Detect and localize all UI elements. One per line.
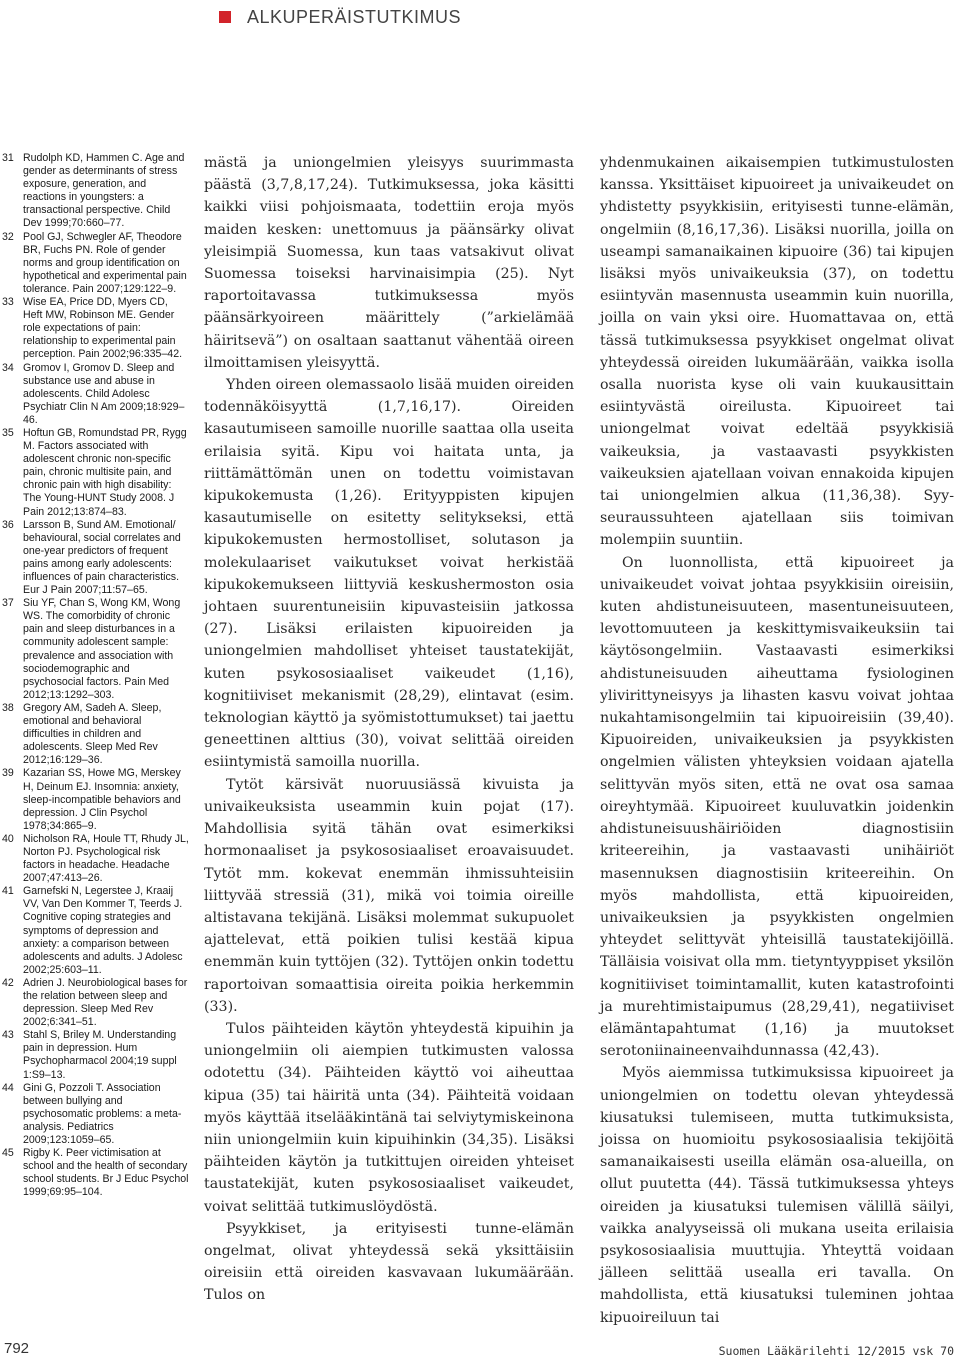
section-marker-icon — [219, 11, 231, 23]
reference-text: Wise EA, Price DD, Myers CD, Heft MW, Robinson ME. Gender role expectations of pain: relationship to experimental pain perception. Pain 2002;96:335–42. — [23, 296, 183, 361]
body-paragraph: Myös aiemmissa tutkimuksissa kipuoireet ja uniongelmien on todettu olevan yhteydessä kiusatuksi tulemiseen, mutta tutkimuksista, joissa on huomioitu psykososiaalisia tekijöitä samanaikaisesti useilla elämän osa-alueilla, on ollut puutetta (44). Tässä tutkimuksessa yhteys oireiden ja kiusatuksi tulemisen välillä säilyi, vaikka analyyseissä oli mukana useita erilaisia psykososiaalisia muuttujia. Yhteyttä voidaan jälleen selittää usealla eri tavalla. On mahdollista, että kiusatuksi tuleminen johtaa kipuoireiluun tai — [600, 1065, 954, 1326]
reference-number: 33 — [2, 296, 14, 309]
reference-item — [0, 833, 190, 885]
reference-text: Nicholson RA, Houle TT, Rhudy JL, Norton PJ. Psychological risk factors in headache. Headache 2007;47:413–26. — [23, 832, 189, 885]
reference-item — [0, 152, 190, 231]
journal-footer: Suomen Lääkärilehti 12/2015 vsk 70 — [718, 1344, 954, 1358]
reference-text: Larsson B, Sund AM. Emotional/ behavioural, social correlates and one-year predictors of frequent pains among early adolescents: influences of pain characteristics. Eur J Pain 2007;11:57–65. — [23, 518, 181, 597]
reference-number: 42 — [2, 976, 14, 989]
reference-item — [0, 885, 190, 977]
reference-number: 34 — [2, 361, 14, 374]
body-paragraph: On luonnollista, että kipuoireet ja univaikeudet voivat johtaa psyykkisiin oireisiin, kuten ahdistuneisuuteen, masentuneisuuteen, levottomuuteen ja keskittymisvaikeuksiin tai käytösongelmiin. Vastaavasti esimerkiksi ahdistuneisuuden aiheuttama fysiologinen ylivirittyneisyys ja lihasten kasvu voivat johtaa nukahtamisongelmiin tai kipuoireisiin (39,40). Kipuoireiden, univaikeuksien ja psyykkisten ongelmien välisten yhteyksien voidaan ajatella selittyvän myös siten, että ne ovat osa samaa oireyhtymää. Kipuoireet kuuluvatkin joidenkin ahdistuneisuushäiriöiden diagnostisiin kriteereihin, ja vastaavasti unihäiriöt masennuksen diagnostisiin kriteereihin. On myös mahdollista, että kipuoireiden, univaikeuksien ja psyykkisten ongelmien yhteydet selittyvät yhteisillä taustatekijöillä. Tälläisia voisivat olla mm. tietyntyyppiset yksilön kognitiiviset toimintamallit, kuten katastrofointi ja murehtimistaipumus (28,29,41), negatiiviset elämäntapahtumat (1,16) ja muutokset serotoniinaineenvaihdunnassa (42,43). — [600, 554, 954, 1060]
reference-list — [0, 152, 190, 1200]
reference-item — [0, 1029, 190, 1081]
body-column-middle — [204, 152, 574, 1307]
reference-text: Hoftun GB, Romundstad PR, Rygg M. Factors associated with adolescent chronic non-specific pain, chronic multisite pain, and chronic pain with high disability: The Young-HUNT Study 2008. J Pain 2012;13:874–83. — [23, 426, 187, 518]
reference-item — [0, 231, 190, 296]
reference-number: 43 — [2, 1029, 14, 1042]
reference-text: Rudolph KD, Hammen C. Age and gender as determinants of stress exposure, generation, and reactions in youngsters: a transactional perspective. Child Dev 1999;70:660–77. — [23, 152, 185, 230]
reference-item — [0, 296, 190, 361]
reference-item — [0, 702, 190, 767]
body-paragraph: Yhden oireen olemassaolo lisää muiden oireiden todennäköisyyttä (1,7,16,17). Oireiden kasautumiseen samoille nuorille saattaa olla useita erilaisia syitä. Kipu voi haitata unta, ja riittämättömän unen on todettu voimistavan kipukokemusta (1,26). Erityyppisten kipujen kasautumiselle on esitetty selitykseksi, että kipukokemusten hermostolliset, solutason ja molekulaariset vaikutukset voivat herkistää kipukokemukseen liittyviä keskushermoston osia johtaen suurentuneisiin kipuvasteisiin jatkossa (27). Lisäksi erilaisten kipuoireiden ja uniongelmien mahdolliset yhteiset taustatekijät, kuten psykososiaaliset vaikeudet (1,16), kognitiiviset mekanismit (28,29), elintavat (esim. teknologian käyttö ja syömistottumukset) tai jaettu geneettinen alttius (30), voivat selittää oireiden esiintymistä samoilla nuorilla. — [204, 377, 574, 771]
body-column-right — [600, 152, 954, 1329]
body-paragraph: mästä ja uniongelmien yleisyys suurimmasta päästä (3,7,8,17,24). Tutkimuksessa, joka käsitti kaikki viisi pohjoismaata, todettiin eroja myös maiden kesken: unettomuus ja päänsärky olivat yleisimpiä Suomessa, kun taas vatsakivut olivat Suomessa toiseksi harvinaisimpia (25). Nyt raportoitavassa tutkimuksessa myös päänsärkyoireen määrittely (”arkielämää häiritsevä”) on osaltaan saattanut vähentää oireen ilmoittamisen yleisyyttä. — [204, 155, 574, 371]
reference-item — [0, 519, 190, 598]
reference-number: 35 — [2, 426, 14, 439]
reference-text: Rigby K. Peer victimisation at school and the health of secondary school students. Br J Educ Psychol 1999;69:95–104. — [23, 1147, 189, 1199]
reference-text: Siu YF, Chan S, Wong KM, Wong WS. The comorbidity of chronic pain and sleep disturbances in a community adolescent sample: prevalence and association with sociodemographic and psychosocial factors. Pain Med 2012;13:1292–303. — [23, 597, 181, 701]
reference-number: 37 — [2, 597, 14, 610]
reference-item — [0, 1082, 190, 1147]
reference-text: Gregory AM, Sadeh A. Sleep, emotional and behavioral difficulties in children and adolescents. Sleep Med Rev 2012;16:129–36. — [23, 701, 162, 767]
reference-number: 40 — [2, 832, 14, 845]
reference-item — [0, 362, 190, 427]
reference-item — [0, 597, 190, 702]
reference-number: 38 — [2, 701, 14, 714]
reference-text: Pool GJ, Schwegler AF, Theodore BR, Fuchs PN. Role of gender norms and group identification on hypothetical and experimental pain tolerance. Pain 2007;129:122–9. — [23, 230, 187, 295]
body-paragraph: yhdenmukainen aikaisempien tutkimustulosten kanssa. Yksittäiset kipuoireet ja univaikeudet on yhdistetty psyykkisiin, erityisesti tunne-elämän, ongelmiin (8,16,17,36). Lisäksi nuorilla, joilla on useampi samanaikainen kipuoire (36) tai kipujen lisäksi myös univaikeuksia (37), on todettu esiintyvän masennusta useammin kuin nuorilla, joilla on vain yksi oire. Huomattavaa on, että tässä tutkimuksessa psyykkiset ongelmat olivat yhteydessä oireiden lukumäärään, vaikka isolla osalla nuorista kyse oli vain kuukausittain esiintyvästä oireilusta. Kipuoireet tai uniongelmat voivat edeltää psyykkisiä vaikeuksia, ja vastaavasti psyykkisten vaikeuksien ajatellaan voivan ennakoida kipujen tai uniongelmien alkua (11,36,38). Syy-seuraussuhteen ajatellaan siis toimivan molempiin suuntiin. — [600, 155, 954, 549]
reference-text: Kazarian SS, Howe MG, Merskey H, Deinum EJ. Insomnia: anxiety, sleep-incompatible behaviors and depression. J Clin Psychol 1978;34:865–9. — [23, 767, 181, 832]
page-number: 792 — [4, 1340, 30, 1357]
section-title: ALKUPERÄISTUTKIMUS — [247, 6, 462, 27]
reference-number: 41 — [2, 885, 14, 898]
reference-item — [0, 427, 190, 519]
section-header — [219, 4, 461, 30]
reference-text: Adrien J. Neurobiological bases for the relation between sleep and depression. Sleep Med Rev 2002;6:341–51. — [23, 976, 188, 1029]
reference-text: Gini G, Pozzoli T. Association between bullying and psychosomatic problems: a meta-analysis. Pediatrics 2009;123:1059–65. — [23, 1081, 182, 1147]
reference-number: 32 — [2, 230, 14, 243]
reference-item — [0, 977, 190, 1029]
reference-item — [0, 1147, 190, 1199]
body-paragraph: Tytöt kärsivät nuoruusiässä kivuista ja univaikeuksista useammin kuin pojat (17). Mahdollisia syitä tähän ovat esimerkiksi hormonaaliset ja psykososiaaliset eroavaisuudet. Tytöt mm. kokevat enemmän ihmissuhteisiin liittyvää stressiä (31), mikä voi toimia oireille altistavana tekijänä. Lisäksi molemmat sukupuolet ajattelevat, että poikien tulisi kestää kipua enemmän kuin tyttöjen (32). Tyttöjen onkin todettu raportoivan somaattisia oireita poikia herkemmin (33). — [204, 776, 574, 1015]
reference-item — [0, 767, 190, 832]
body-paragraph: Psyykkiset, ja erityisesti tunne-elämän ongelmat, olivat yhteydessä sekä yksittäisiin oireisiin että oireiden kasvavaan lukumäärään. Tulos on — [204, 1220, 574, 1304]
body-paragraph: Tulos päihteiden käytön yhteydestä kipuihin ja uniongelmiin oli aiempien tutkimusten valossa odotettu (34). Päihteiden käyttö voi aiheuttaa kipua (35) tai häiritä unta (34). Päihteitä voidaan myös käyttää itselääkintänä tai selviytymiskeinona niin uniongelmiin kuin kipuihinkin (34,35). Lisäksi päihteiden käytön ja tutkittujen oireiden yhteiset taustatekijät, kuten psykososiaaliset vaikeudet, voivat selittää tutkimuslöydöstä. — [204, 1020, 574, 1215]
reference-number: 45 — [2, 1147, 14, 1160]
reference-number: 36 — [2, 518, 14, 531]
reference-number: 31 — [2, 152, 14, 164]
reference-text: Gromov I, Gromov D. Sleep and substance use and abuse in adolescents. Child Adolesc Psychiatr Clin N Am 2009;18:929–46. — [23, 361, 185, 426]
reference-text: Stahl S, Briley M. Understanding pain in depression. Hum Psychopharmacol 2004;19 suppl 1:S9–13. — [23, 1029, 177, 1081]
reference-number: 44 — [2, 1081, 14, 1094]
reference-text: Garnefski N, Legerstee J, Kraaij VV, Van Den Kommer T, Teerds J. Cognitive coping strategies and symptoms of depression and anxiety: a comparison between adolescents and adults. J Adolesc 2002;25:603–11. — [23, 885, 183, 976]
reference-number: 39 — [2, 767, 14, 780]
